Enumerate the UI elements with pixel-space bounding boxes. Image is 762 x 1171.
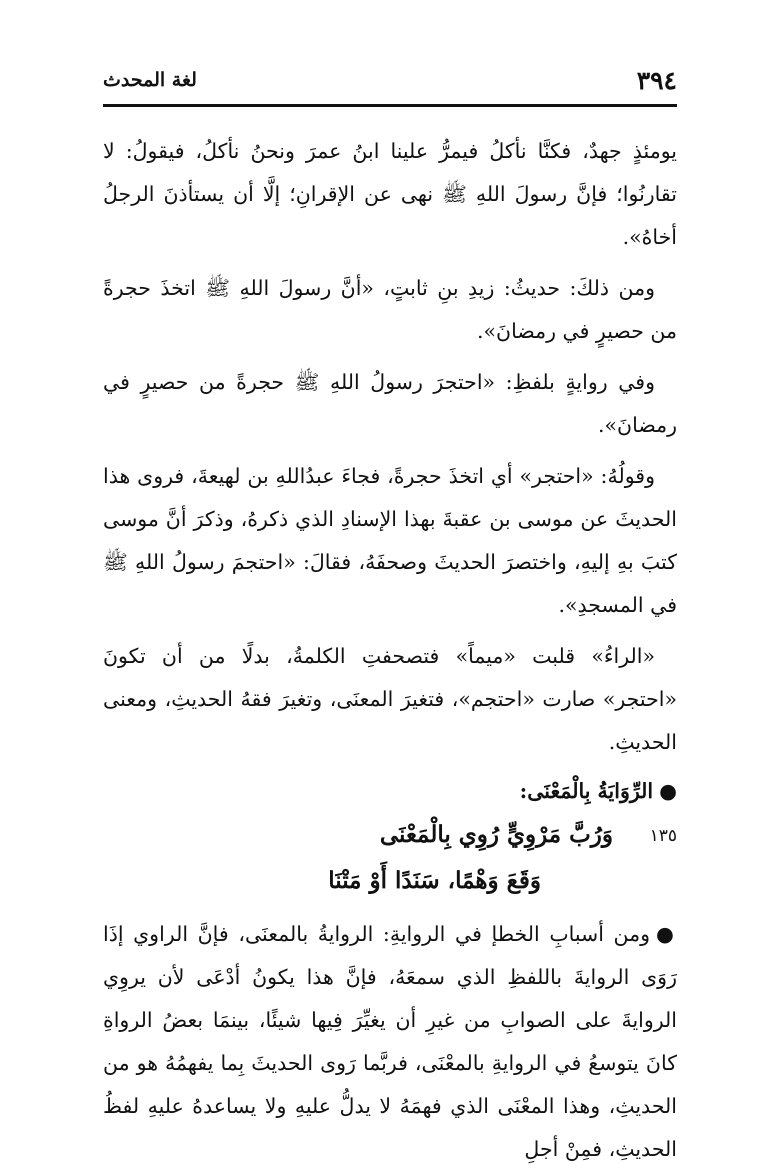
text-line: الحديثَ عن موسى بن عقبةَ بهذا الإسنادِ الذي ذكرهُ، وذكرَ أنَّ موسى — [103, 507, 677, 531]
verse-number: ١٣٥ — [649, 826, 677, 846]
text-line: وقولُهُ: «احتجر» أي اتخذَ حجرةً، فجاءَ عبدُاللهِ بن لهيعةَ، فروى هذا — [103, 464, 655, 488]
text-line: صارت «احتجم»، فتغيرَ المعنَى، وتغيرَ فقهُ الحديثِ، ومعنى الحديثِ. — [103, 687, 677, 754]
text-line: «الراءُ» قلبت «ميماً» فتصحفتِ الكلمةُ، بدلًا من أن تكونَ «احتجر» — [103, 644, 677, 711]
poem-verse — [103, 813, 677, 913]
paragraph-2 — [103, 267, 677, 353]
text-line: حصيرٍ في رمضانَ». — [476, 319, 644, 343]
page-header — [103, 58, 677, 102]
text-line: الروايةِ بالمعْنَى، فربَّما رَوى الحديثَ بِما يفهمُهُ هو من الحديثِ، وهذا — [103, 1051, 677, 1118]
section-heading-text: الرِّوَايَةُ بِالْمَعْنَى: — [519, 779, 654, 803]
text-line: ومن ذلكَ: حديثُ: زيدِ بنِ ثابتٍ، «أنَّ رسولَ اللهِ ﷺ اتخذَ حجرةً من — [103, 276, 677, 343]
running-title: لغة المحدث — [103, 69, 197, 91]
text-line: يومئذٍ جهدٌ، فكنَّا نأكلُ فيمرُّ علينا ابنُ عمرَ ونحنُ نأكلُ، فيقولُ: لا — [103, 139, 677, 163]
header-rule — [103, 104, 677, 107]
bullet-icon: ● — [656, 922, 677, 946]
verse-line-1: وَرُبَّ مَرْوِيٍّ رُوِي بِالْمَعْنَى — [379, 821, 613, 848]
paragraph-3 — [103, 361, 677, 447]
paragraph-1 — [103, 130, 677, 259]
text-line: كتبَ بهِ إليهِ، واختصرَ الحديثَ وصحفَهُ، فقالَ: «احتجمَ رسولُ اللهِ ﷺ — [103, 550, 677, 574]
text-line: تقارنُوا؛ فإنَّ رسولَ اللهِ ﷺ نهى عن الإقرانِ؛ إلَّا أن يستأذنَ الرجلُ أخاهُ». — [103, 182, 677, 249]
section-heading — [103, 770, 677, 813]
text-line: وفي روايةٍ بلفظِ: «احتجرَ رسولُ اللهِ ﷺ حجرةً من حصيرٍ في رمضانَ». — [103, 370, 677, 437]
page-number: ٣٩٤ — [636, 65, 677, 95]
text-line: ومن أسبابِ الخطإ في الروايةِ: الروايةُ بالمعنَى، فإنَّ الراوي إذَا رَوَى — [103, 922, 677, 989]
page-body — [103, 130, 677, 1171]
verse-line-2: وَقَعَ وَهْمًا، سَنَدًا أَوْ مَتْنَا — [328, 867, 541, 894]
text-line: الصوابِ من غيرِ أن يغيِّرَ فِيها شيئًا، بينمَا بعضُ الرواةِ كانَ يتوسعُ في — [103, 1008, 677, 1075]
text-line: الروايةَ باللفظِ الذي سمعَهُ، فإنَّ هذا يكونُ أدْعَى لأن يروِي الروايةَ على — [103, 965, 677, 1032]
text-line: في المسجدِ». — [558, 593, 677, 617]
bullet-icon: ● — [659, 779, 677, 803]
text-line: المعْنَى الذي فهمَهُ لا يدلُّ عليهِ ولا يساعدهُ عليهِ لفظُ الحديثِ، فمِنْ أجلِ — [103, 1094, 677, 1161]
paragraph-5 — [103, 635, 677, 764]
paragraph-6 — [103, 913, 677, 1171]
paragraph-4 — [103, 455, 677, 627]
